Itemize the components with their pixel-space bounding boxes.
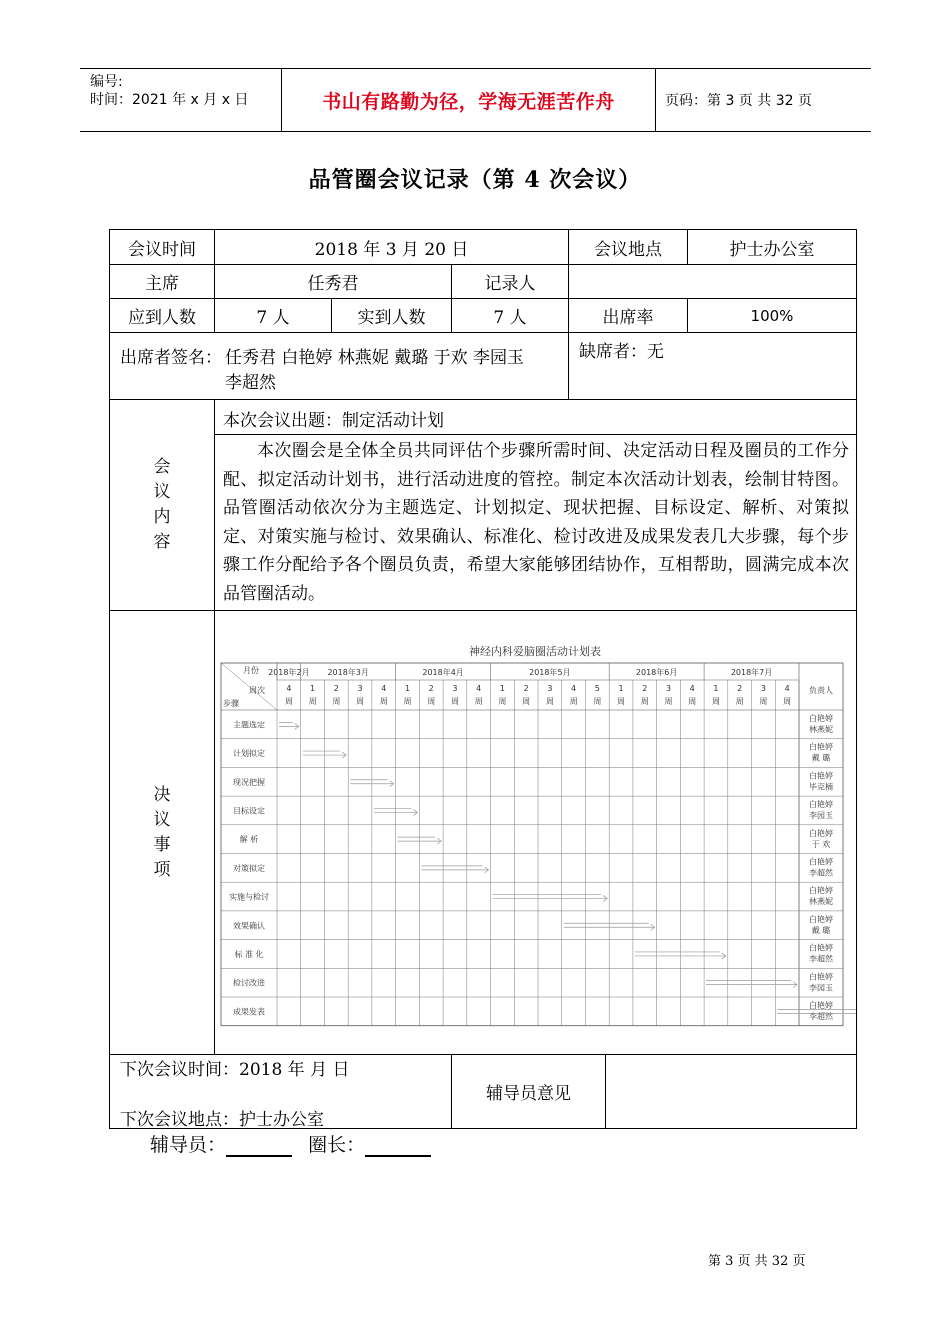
gantt-month-label: 2018年7月 [730, 668, 773, 677]
chair-label: 主席 [109, 264, 215, 299]
rate-value: 100% [687, 298, 857, 333]
gantt-week-number: 5 [594, 684, 600, 693]
gantt-week-suffix: 周 [427, 697, 436, 706]
gantt-step-name: 成果发表 [233, 1007, 265, 1017]
gantt-owner-1: 白艳婷 [809, 857, 833, 867]
next-meeting-time: 下次会议时间：2018 年 月 日 [120, 1060, 350, 1080]
gantt-step-name: 解 析 [239, 835, 259, 845]
meeting-place-label: 会议地点 [568, 229, 688, 265]
gantt-owner-2: 李超然 [809, 954, 833, 964]
gantt-owner-1: 白艳婷 [809, 828, 833, 838]
gantt-week-number: 2 [428, 684, 434, 693]
gantt-owner-2: 毕克楠 [809, 782, 833, 792]
gantt-week-suffix: 周 [308, 697, 317, 706]
expected-value: 7 人 [214, 298, 332, 333]
gantt-week-number: 4 [286, 684, 292, 693]
gantt-week-suffix: 周 [617, 697, 626, 706]
gantt-week-number: 3 [357, 684, 363, 693]
gantt-step-name: 实施与检讨 [229, 892, 269, 902]
gantt-week-suffix: 周 [664, 697, 673, 706]
gantt-owner-1: 白艳婷 [809, 742, 833, 752]
gantt-week-number: 4 [381, 684, 387, 693]
gantt-step-name: 对策拟定 [233, 863, 265, 873]
next-meeting-cell [109, 1054, 452, 1129]
gantt-owner-1: 白艳婷 [809, 800, 833, 810]
gantt-week-suffix: 周 [474, 697, 483, 706]
gantt-week-number: 1 [713, 684, 719, 693]
advisor-opinion-value [605, 1054, 857, 1129]
rate-label: 出席率 [568, 298, 688, 333]
content-text: 本次圈会是全体全员共同评估个步骤所需时间、决定活动日程及圈员的工作分配、拟定活动计划书，进行活动进度的管控。制定本次活动计划表，绘制甘特图。品管圈活动依次分为主题选定、计划拟定、现状把握、目标设定、解析、对策拟定、对策实施与检讨、效果确认、标准化、检讨改进及成果发表几大步骤，每个步骤工作分配给予各个圈员负责，希望大家能够团结协作，互相帮助，圆满完成本次品管圈活动。 [223, 441, 849, 604]
signoff-row [150, 1130, 431, 1157]
content-label-char: 容 [153, 532, 171, 552]
gantt-step-name: 标 准 化 [234, 949, 264, 959]
advisor-signature-line [226, 1137, 292, 1157]
next-meeting-place: 下次会议地点：护士办公室 [120, 1110, 324, 1130]
gantt-owner-1: 白艳婷 [809, 886, 833, 896]
gantt-week-suffix: 周 [711, 697, 720, 706]
absent-cell [568, 332, 857, 400]
gantt-frame [221, 663, 843, 1026]
gantt-owner-2: 李园玉 [809, 983, 833, 993]
signatures-line2: 李超然 [225, 373, 276, 393]
gantt-owner-header: 负责人 [809, 686, 833, 695]
page-footer: 第 3 页 共 32 页 [708, 1254, 806, 1269]
signatures-line1: 任秀君 白艳婷 林燕妮 戴璐 于欢 李园玉 [225, 348, 525, 368]
gantt-week-suffix: 周 [593, 697, 602, 706]
gantt-week-number: 1 [404, 684, 411, 693]
signatures-cell [109, 332, 569, 400]
gantt-owner-1: 白艳婷 [809, 972, 833, 982]
advisor-label: 辅导员： [150, 1134, 227, 1156]
gantt-owner-2: 林燕妮 [809, 725, 833, 734]
gantt-month-label: 2018年2月 [268, 668, 310, 677]
gantt-owner-2: 于 欢 [811, 839, 831, 849]
gantt-week-suffix: 周 [332, 697, 341, 706]
gantt-owner-2: 李园玉 [809, 811, 833, 821]
gantt-week-suffix: 周 [379, 697, 388, 706]
gantt-week-number: 2 [642, 684, 648, 693]
chair-value: 任秀君 [214, 264, 452, 299]
gantt-week-suffix: 周 [640, 697, 649, 706]
gantt-month-label: 2018年6月 [635, 668, 678, 677]
gantt-week-number: 3 [665, 684, 672, 693]
gantt-week-suffix: 周 [356, 697, 365, 706]
gantt-step-name: 现况把握 [233, 777, 265, 787]
decision-label-char: 项 [153, 859, 171, 880]
gantt-week-suffix: 周 [450, 697, 459, 706]
gantt-step-name: 计划拟定 [233, 749, 265, 759]
recorder-value [568, 264, 857, 299]
gantt-step-name: 目标设定 [233, 806, 265, 816]
header-right [655, 69, 871, 131]
meeting-time-value: 2018 年 3 月 20 日 [214, 229, 569, 265]
header-left [80, 69, 281, 131]
gantt-owner-1: 白艳婷 [809, 943, 833, 953]
recorder-label: 记录人 [451, 264, 569, 299]
gantt-week-number: 3 [760, 684, 766, 693]
gantt-owner-1: 白艳婷 [809, 1001, 833, 1010]
actual-label: 实到人数 [331, 298, 452, 333]
actual-value: 7 人 [451, 298, 569, 333]
gantt-week-number: 3 [547, 684, 553, 693]
gantt-title: 神经内科爱脑圈活动计划表 [469, 645, 601, 658]
gantt-owner-2: 李超然 [809, 1012, 833, 1021]
gantt-step-name: 效果确认 [233, 921, 265, 931]
decision-label-char: 事 [153, 834, 171, 855]
leader-signature-line [365, 1137, 431, 1157]
gantt-corner-week: 周次 [249, 686, 265, 695]
gantt-week-suffix: 周 [783, 697, 792, 706]
gantt-week-number: 2 [523, 684, 529, 693]
header-motto-cell [281, 69, 656, 131]
gantt-week-number: 4 [476, 684, 482, 693]
decision-label-char: 议 [153, 809, 171, 830]
signatures-label: 出席者签名： [120, 348, 222, 368]
gantt-week-number: 3 [452, 684, 458, 693]
gantt-week-number: 2 [737, 684, 743, 693]
meeting-place-value: 护士办公室 [687, 229, 857, 265]
page-indicator: 页码：第 3 页 共 32 页 [665, 93, 812, 109]
gantt-week-suffix: 周 [522, 697, 531, 706]
page-header [80, 68, 871, 132]
gantt-step-name: 检讨改进 [233, 978, 265, 988]
gantt-week-number: 4 [689, 684, 695, 693]
gantt-week-suffix: 周 [284, 697, 293, 706]
gantt-week-suffix: 周 [688, 697, 697, 706]
leader-label: 圈长： [308, 1134, 366, 1156]
decision-label-char: 决 [153, 784, 171, 805]
gantt-week-suffix: 周 [403, 697, 412, 706]
gantt-week-suffix: 周 [735, 697, 744, 706]
topic-cell [214, 399, 857, 435]
gantt-owner-1: 白艳婷 [809, 714, 833, 723]
expected-label: 应到人数 [109, 298, 215, 333]
page-title: 品管圈会议记录（第 4 次会议） [308, 167, 642, 193]
gantt-week-suffix: 周 [545, 697, 554, 706]
gantt-owner-2: 李超然 [809, 868, 833, 878]
gantt-corner-step: 步骤 [223, 699, 239, 708]
gantt-owner-2: 戴 璐 [811, 753, 831, 763]
gantt-owner-2: 林燕妮 [809, 897, 833, 907]
gantt-month-label: 2018年3月 [327, 668, 369, 677]
content-label-char: 会 [153, 457, 171, 477]
doc-number: 编号: [90, 74, 123, 90]
gantt-owner-2: 戴 璐 [811, 925, 831, 935]
gantt-week-number: 4 [571, 684, 577, 693]
doc-time: 时间：2021 年 x 月 x 日 [90, 92, 249, 108]
content-label [109, 399, 215, 611]
gantt-step-name: 主题选定 [233, 720, 265, 730]
gantt-week-number: 1 [499, 684, 505, 693]
gantt-week-suffix: 周 [498, 697, 507, 706]
meeting-time-label: 会议时间 [109, 229, 215, 265]
motto: 书山有路勤为径，学海无涯苦作舟 [322, 90, 615, 113]
advisor-opinion-label: 辅导员意见 [451, 1054, 606, 1129]
content-cell [214, 434, 857, 611]
decision-cell [214, 610, 857, 1055]
gantt-week-suffix: 周 [759, 697, 768, 706]
gantt-week-suffix: 周 [569, 697, 578, 706]
gantt-week-number: 1 [618, 684, 624, 693]
gantt-week-number: 4 [784, 684, 790, 693]
content-label-char: 议 [153, 482, 171, 502]
gantt-week-number: 2 [333, 684, 339, 693]
decision-label [109, 610, 215, 1055]
gantt-owner-1: 白艳婷 [809, 914, 833, 924]
gantt-week-number: 1 [310, 684, 316, 693]
gantt-month-label: 2018年4月 [422, 668, 464, 677]
gantt-chart [215, 611, 856, 1054]
meeting-topic: 本次会议出题：制定活动计划 [223, 411, 444, 431]
content-label-char: 内 [153, 507, 171, 527]
gantt-month-label: 2018年5月 [529, 668, 571, 677]
gantt-corner-month: 月份 [243, 666, 259, 675]
gantt-owner-1: 白艳婷 [809, 771, 833, 781]
absent-text: 缺席者：无 [579, 342, 664, 362]
